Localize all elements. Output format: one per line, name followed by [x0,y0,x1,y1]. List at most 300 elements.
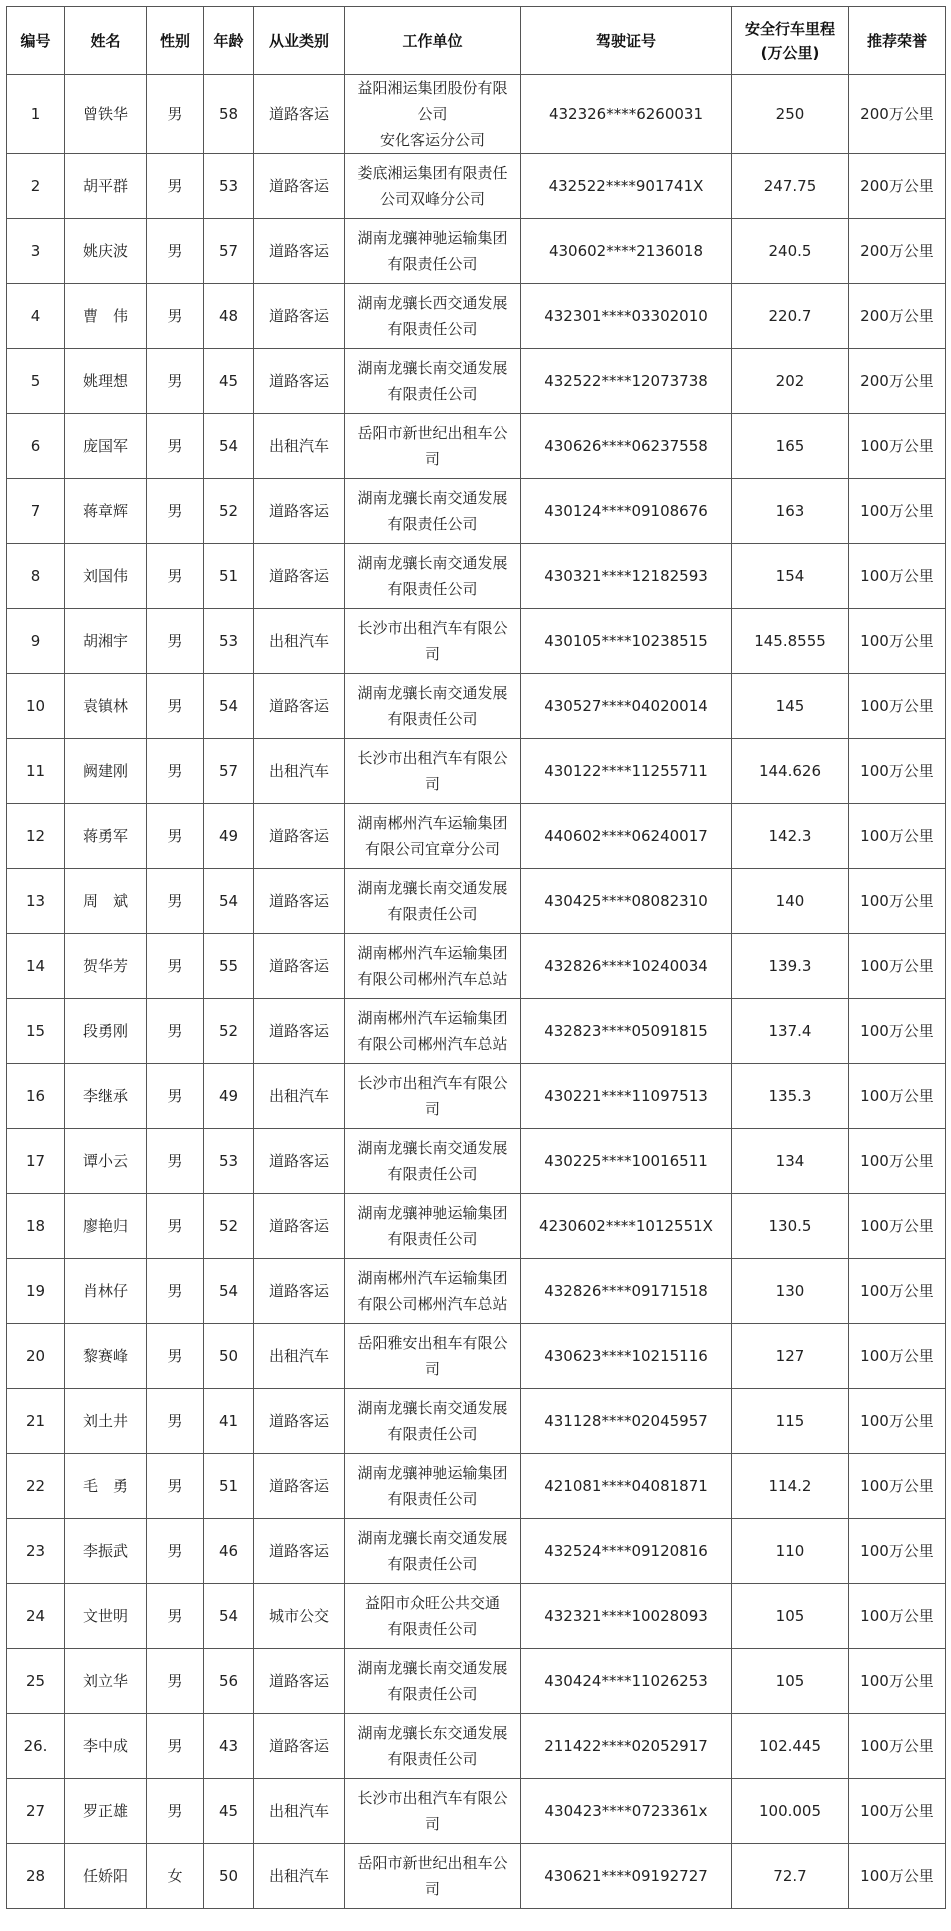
cell-sex: 男 [147,1324,204,1389]
work-unit-line: 长沙市出租汽车有限公 [357,1789,508,1807]
work-unit-line: 司 [424,775,440,793]
work-unit-line: 湖南龙骧长南交通发展 [357,1529,508,1547]
cell-license: 430122****11255711 [521,739,732,804]
cell-sex: 男 [147,739,204,804]
cell-license: 430623****10215116 [521,1324,732,1389]
work-unit-line: 长沙市出租汽车有限公 [357,1074,508,1092]
cell-sex: 男 [147,1779,204,1844]
cell-category: 道路客运 [254,869,345,934]
work-unit-line: 湖南龙骧长南交通发展 [357,359,508,377]
work-unit-line: 湖南郴州汽车运输集团 [357,1009,508,1027]
work-unit-line: 有限责任公司 [387,1750,478,1768]
table-row [7,609,946,674]
cell-mileage: 142.3 [732,804,849,869]
cell-age: 55 [204,934,254,999]
cell-category: 道路客运 [254,1714,345,1779]
cell-category: 出租汽车 [254,1324,345,1389]
work-unit-line: 长沙市出租汽车有限公 [357,619,508,637]
cell-name: 阙建刚 [65,739,147,804]
cell-license: 432301****03302010 [521,284,732,349]
work-unit-line: 湖南郴州汽车运输集团 [357,1269,508,1287]
cell-license: 430621****09192727 [521,1844,732,1909]
table-row [7,1324,946,1389]
work-unit-line: 长沙市出租汽车有限公 [357,749,508,767]
cell-category: 道路客运 [254,219,345,284]
cell-category: 道路客运 [254,934,345,999]
cell-sex: 男 [147,609,204,674]
cell-license: 430626****06237558 [521,414,732,479]
cell-work-unit [345,414,521,479]
cell-no: 18 [7,1194,65,1259]
cell-no: 23 [7,1519,65,1584]
work-unit-line: 有限责任公司 [387,580,478,598]
table-row [7,1259,946,1324]
cell-age: 41 [204,1389,254,1454]
cell-no: 13 [7,869,65,934]
cell-sex: 男 [147,1129,204,1194]
cell-category: 道路客运 [254,1129,345,1194]
cell-mileage: 115 [732,1389,849,1454]
work-unit-line: 湖南龙骧长南交通发展 [357,1399,508,1417]
cell-honor: 100万公里 [849,934,946,999]
cell-sex: 男 [147,75,204,154]
table-row [7,349,946,414]
cell-age: 52 [204,1194,254,1259]
cell-mileage: 145 [732,674,849,739]
cell-no: 2 [7,154,65,219]
cell-honor: 100万公里 [849,674,946,739]
work-unit-line: 湖南龙骧神驰运输集团 [357,1204,508,1222]
cell-age: 56 [204,1649,254,1714]
cell-license: 432321****10028093 [521,1584,732,1649]
cell-sex: 女 [147,1844,204,1909]
cell-no: 3 [7,219,65,284]
cell-no: 21 [7,1389,65,1454]
cell-work-unit [345,349,521,414]
header-age: 年龄 [204,7,254,75]
cell-age: 53 [204,1129,254,1194]
table-row [7,1584,946,1649]
cell-honor: 200万公里 [849,219,946,284]
cell-work-unit [345,219,521,284]
cell-license: 430423****0723361x [521,1779,732,1844]
cell-work-unit [345,1194,521,1259]
cell-mileage: 154 [732,544,849,609]
cell-sex: 男 [147,1454,204,1519]
driver-honor-table [6,6,946,1909]
cell-no: 10 [7,674,65,739]
cell-mileage: 137.4 [732,999,849,1064]
cell-mileage: 165 [732,414,849,479]
work-unit-line: 司 [424,1360,440,1378]
cell-category: 出租汽车 [254,1779,345,1844]
cell-name: 肖林仔 [65,1259,147,1324]
cell-honor: 100万公里 [849,1454,946,1519]
cell-work-unit [345,1454,521,1519]
work-unit-line: 岳阳市新世纪出租车公 [357,424,508,442]
work-unit-line: 有限公司郴州汽车总站 [357,1295,508,1313]
table-row [7,739,946,804]
work-unit-line: 湖南郴州汽车运输集团 [357,944,508,962]
header-sex: 性别 [147,7,204,75]
honor-table-container [6,6,946,1909]
cell-age: 54 [204,674,254,739]
table-row [7,75,946,154]
table-row [7,999,946,1064]
cell-sex: 男 [147,1389,204,1454]
work-unit-line: 岳阳雅安出租车有限公 [357,1334,508,1352]
cell-sex: 男 [147,414,204,479]
work-unit-line: 有限责任公司 [387,385,478,403]
table-row [7,154,946,219]
cell-honor: 100万公里 [849,804,946,869]
cell-name: 曾铁华 [65,75,147,154]
table-row [7,674,946,739]
cell-work-unit [345,1389,521,1454]
cell-no: 25 [7,1649,65,1714]
cell-work-unit [345,544,521,609]
work-unit-line: 安化客运分公司 [379,131,485,149]
cell-license: 430602****2136018 [521,219,732,284]
table-row [7,1064,946,1129]
cell-honor: 200万公里 [849,349,946,414]
cell-sex: 男 [147,1519,204,1584]
cell-sex: 男 [147,1064,204,1129]
cell-license: 432326****6260031 [521,75,732,154]
table-row [7,869,946,934]
cell-mileage: 202 [732,349,849,414]
cell-category: 道路客运 [254,999,345,1064]
cell-name: 文世明 [65,1584,147,1649]
cell-no: 24 [7,1584,65,1649]
work-unit-line: 湖南龙骧长东交通发展 [357,1724,508,1742]
cell-category: 道路客运 [254,349,345,414]
table-body [7,75,946,1909]
cell-mileage: 105 [732,1649,849,1714]
cell-name: 刘立华 [65,1649,147,1714]
cell-name: 段勇刚 [65,999,147,1064]
header-no: 编号 [7,7,65,75]
cell-name: 姚庆波 [65,219,147,284]
cell-no: 28 [7,1844,65,1909]
cell-mileage: 139.3 [732,934,849,999]
cell-age: 43 [204,1714,254,1779]
table-header [7,7,946,75]
table-row [7,1714,946,1779]
cell-name: 曹 伟 [65,284,147,349]
cell-mileage: 100.005 [732,1779,849,1844]
cell-work-unit [345,75,521,154]
cell-category: 出租汽车 [254,1064,345,1129]
cell-sex: 男 [147,999,204,1064]
table-row [7,1454,946,1519]
work-unit-line: 益阳市众旺公共交通 [364,1594,500,1612]
cell-license: 430321****12182593 [521,544,732,609]
cell-work-unit [345,1584,521,1649]
table-row [7,284,946,349]
cell-sex: 男 [147,674,204,739]
cell-age: 51 [204,1454,254,1519]
cell-name: 黎赛峰 [65,1324,147,1389]
table-row [7,479,946,544]
cell-license: 4230602****1012551X [521,1194,732,1259]
cell-age: 48 [204,284,254,349]
cell-category: 道路客运 [254,804,345,869]
cell-mileage: 145.8555 [732,609,849,674]
cell-age: 54 [204,414,254,479]
cell-name: 蒋勇军 [65,804,147,869]
cell-work-unit [345,1844,521,1909]
cell-category: 道路客运 [254,75,345,154]
work-unit-line: 公司 [417,105,448,123]
cell-name: 胡湘宇 [65,609,147,674]
header-mileage-line-1: 安全行车里程 [744,19,835,38]
cell-honor: 100万公里 [849,1779,946,1844]
cell-sex: 男 [147,544,204,609]
cell-category: 道路客运 [254,479,345,544]
cell-mileage: 134 [732,1129,849,1194]
cell-sex: 男 [147,1649,204,1714]
table-row [7,1779,946,1844]
cell-license: 431128****02045957 [521,1389,732,1454]
cell-license: 211422****02052917 [521,1714,732,1779]
cell-sex: 男 [147,934,204,999]
table-row [7,544,946,609]
cell-no: 26. [7,1714,65,1779]
cell-no: 14 [7,934,65,999]
work-unit-line: 湖南龙骧长南交通发展 [357,684,508,702]
cell-mileage: 102.445 [732,1714,849,1779]
work-unit-line: 有限责任公司 [387,320,478,338]
cell-license: 430124****09108676 [521,479,732,544]
cell-no: 15 [7,999,65,1064]
cell-license: 432823****05091815 [521,999,732,1064]
cell-age: 45 [204,349,254,414]
cell-work-unit [345,739,521,804]
cell-work-unit [345,1324,521,1389]
work-unit-line: 湖南龙骧长南交通发展 [357,554,508,572]
cell-sex: 男 [147,1584,204,1649]
cell-honor: 100万公里 [849,609,946,674]
cell-age: 53 [204,154,254,219]
cell-age: 58 [204,75,254,154]
cell-honor: 100万公里 [849,1584,946,1649]
work-unit-line: 湖南龙骧长南交通发展 [357,1139,508,1157]
cell-category: 出租汽车 [254,1844,345,1909]
cell-honor: 100万公里 [849,1844,946,1909]
table-row [7,219,946,284]
work-unit-line: 有限公司郴州汽车总站 [357,970,508,988]
cell-honor: 100万公里 [849,1389,946,1454]
work-unit-line: 湖南龙骧神驰运输集团 [357,229,508,247]
cell-work-unit [345,154,521,219]
cell-no: 8 [7,544,65,609]
work-unit-line: 湖南龙骧长南交通发展 [357,879,508,897]
cell-age: 57 [204,739,254,804]
cell-work-unit [345,1064,521,1129]
cell-category: 道路客运 [254,1389,345,1454]
cell-no: 1 [7,75,65,154]
cell-category: 出租汽车 [254,739,345,804]
cell-no: 12 [7,804,65,869]
cell-no: 6 [7,414,65,479]
cell-name: 姚理想 [65,349,147,414]
cell-honor: 100万公里 [849,1259,946,1324]
cell-license: 432522****901741X [521,154,732,219]
cell-license: 432826****10240034 [521,934,732,999]
work-unit-line: 湖南龙骧神驰运输集团 [357,1464,508,1482]
work-unit-line: 有限责任公司 [387,710,478,728]
cell-work-unit [345,609,521,674]
cell-mileage: 140 [732,869,849,934]
work-unit-line: 司 [424,645,440,663]
cell-name: 庞国军 [65,414,147,479]
cell-honor: 100万公里 [849,1194,946,1259]
cell-name: 周 斌 [65,869,147,934]
cell-name: 刘国伟 [65,544,147,609]
header-license: 驾驶证号 [521,7,732,75]
work-unit-line: 有限责任公司 [387,1425,478,1443]
cell-age: 53 [204,609,254,674]
cell-honor: 100万公里 [849,1519,946,1584]
cell-license: 430221****11097513 [521,1064,732,1129]
work-unit-line: 岳阳市新世纪出租车公 [357,1854,508,1872]
work-unit-line: 司 [424,450,440,468]
cell-no: 4 [7,284,65,349]
cell-honor: 200万公里 [849,75,946,154]
work-unit-line: 有限责任公司 [387,1685,478,1703]
cell-name: 胡平群 [65,154,147,219]
cell-sex: 男 [147,804,204,869]
cell-mileage: 220.7 [732,284,849,349]
work-unit-line: 有限责任公司 [387,1230,478,1248]
cell-sex: 男 [147,1714,204,1779]
work-unit-line: 娄底湘运集团有限责任 [357,164,508,182]
cell-age: 46 [204,1519,254,1584]
cell-category: 道路客运 [254,544,345,609]
cell-honor: 100万公里 [849,479,946,544]
cell-work-unit [345,1129,521,1194]
table-row [7,1649,946,1714]
cell-work-unit [345,934,521,999]
cell-age: 54 [204,869,254,934]
cell-no: 20 [7,1324,65,1389]
work-unit-line: 湖南龙骧长南交通发展 [357,1659,508,1677]
cell-honor: 100万公里 [849,739,946,804]
cell-work-unit [345,479,521,544]
cell-category: 道路客运 [254,154,345,219]
header-name: 姓名 [65,7,147,75]
work-unit-line: 有限责任公司 [387,255,478,273]
table-row [7,414,946,479]
cell-age: 49 [204,804,254,869]
cell-work-unit [345,999,521,1064]
work-unit-line: 有限责任公司 [387,905,478,923]
cell-sex: 男 [147,1259,204,1324]
cell-no: 27 [7,1779,65,1844]
work-unit-line: 司 [424,1815,440,1833]
cell-category: 道路客运 [254,1649,345,1714]
cell-honor: 100万公里 [849,414,946,479]
work-unit-line: 公司双峰分公司 [379,190,485,208]
cell-age: 54 [204,1259,254,1324]
table-row [7,1844,946,1909]
table-row [7,804,946,869]
work-unit-line: 有限责任公司 [387,515,478,533]
cell-license: 440602****06240017 [521,804,732,869]
cell-honor: 100万公里 [849,544,946,609]
work-unit-line: 益阳湘运集团股份有限 [357,79,508,97]
cell-name: 罗正雄 [65,1779,147,1844]
work-unit-line: 湖南郴州汽车运输集团 [357,814,508,832]
cell-sex: 男 [147,479,204,544]
cell-mileage: 135.3 [732,1064,849,1129]
cell-no: 19 [7,1259,65,1324]
cell-no: 5 [7,349,65,414]
header-work-unit: 工作单位 [345,7,521,75]
header-mileage-line-2: (万公里) [760,43,820,62]
cell-work-unit [345,869,521,934]
cell-age: 52 [204,479,254,544]
header-row [7,7,946,75]
cell-mileage: 240.5 [732,219,849,284]
cell-sex: 男 [147,154,204,219]
cell-mileage: 130 [732,1259,849,1324]
header-category: 从业类别 [254,7,345,75]
cell-age: 54 [204,1584,254,1649]
work-unit-line: 有限责任公司 [387,1165,478,1183]
cell-license: 430425****08082310 [521,869,732,934]
work-unit-line: 有限责任公司 [387,1620,478,1638]
cell-sex: 男 [147,1194,204,1259]
cell-license: 430105****10238515 [521,609,732,674]
cell-honor: 100万公里 [849,1129,946,1194]
cell-category: 道路客运 [254,1519,345,1584]
cell-no: 7 [7,479,65,544]
work-unit-line: 司 [424,1100,440,1118]
cell-work-unit [345,1259,521,1324]
cell-name: 李继承 [65,1064,147,1129]
cell-license: 432826****09171518 [521,1259,732,1324]
cell-category: 道路客运 [254,1259,345,1324]
cell-honor: 100万公里 [849,1324,946,1389]
cell-mileage: 130.5 [732,1194,849,1259]
cell-name: 李振武 [65,1519,147,1584]
cell-name: 李中成 [65,1714,147,1779]
cell-license: 430225****10016511 [521,1129,732,1194]
cell-mileage: 163 [732,479,849,544]
cell-name: 廖艳归 [65,1194,147,1259]
cell-no: 9 [7,609,65,674]
cell-work-unit [345,1714,521,1779]
cell-license: 421081****04081871 [521,1454,732,1519]
cell-name: 贺华芳 [65,934,147,999]
work-unit-line: 湖南龙骧长西交通发展 [357,294,508,312]
cell-no: 22 [7,1454,65,1519]
cell-category: 道路客运 [254,674,345,739]
cell-category: 道路客运 [254,1194,345,1259]
cell-work-unit [345,804,521,869]
cell-work-unit [345,284,521,349]
cell-license: 432522****12073738 [521,349,732,414]
cell-honor: 100万公里 [849,999,946,1064]
table-row [7,1194,946,1259]
cell-sex: 男 [147,349,204,414]
cell-name: 毛 勇 [65,1454,147,1519]
header-mileage [732,7,849,75]
cell-sex: 男 [147,284,204,349]
table-row [7,1389,946,1454]
